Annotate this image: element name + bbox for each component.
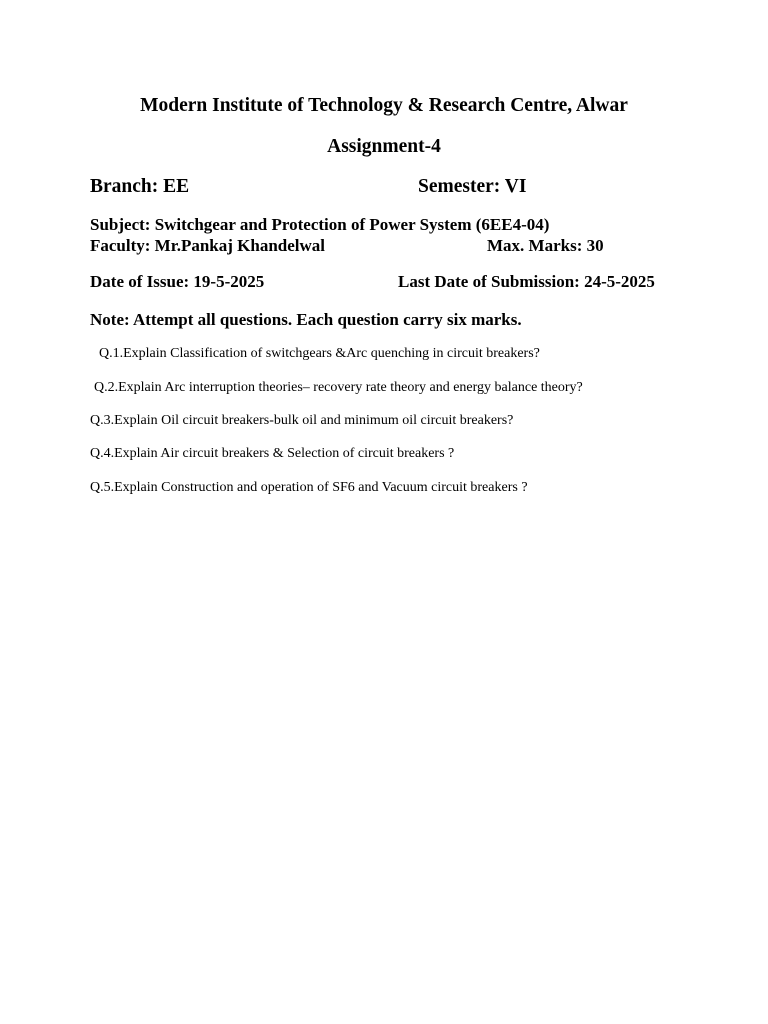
branch-label: Branch: EE [90, 176, 190, 197]
semester-label: Semester: VI [418, 176, 527, 197]
subject-label: Subject: Switchgear and Protection of Power System (6EE4-04) [90, 215, 550, 234]
institute-title: Modern Institute of Technology & Research Centre, Alwar [140, 95, 628, 116]
question-1: Q.1.Explain Classification of switchgears &Arc quenching in circuit breakers? [99, 346, 540, 361]
last-date-label: Last Date of Submission: 24-5-2025 [398, 272, 655, 291]
question-2: Q.2.Explain Arc interruption theories– recovery rate theory and energy balance theory? [94, 380, 583, 395]
date-of-issue-label: Date of Issue: 19-5-2025 [90, 272, 265, 291]
max-marks-label: Max. Marks: 30 [487, 236, 604, 255]
question-4: Q.4.Explain Air circuit breakers & Selection of circuit breakers ? [90, 446, 455, 461]
note-text: Note: Attempt all questions. Each question carry six marks. [90, 310, 522, 329]
question-5: Q.5.Explain Construction and operation of SF6 and Vacuum circuit breakers ? [90, 480, 528, 495]
faculty-label: Faculty: Mr.Pankaj Khandelwal [90, 236, 326, 255]
assignment-title: Assignment-4 [327, 136, 441, 157]
question-3: Q.3.Explain Oil circuit breakers-bulk oil and minimum oil circuit breakers? [90, 413, 514, 428]
